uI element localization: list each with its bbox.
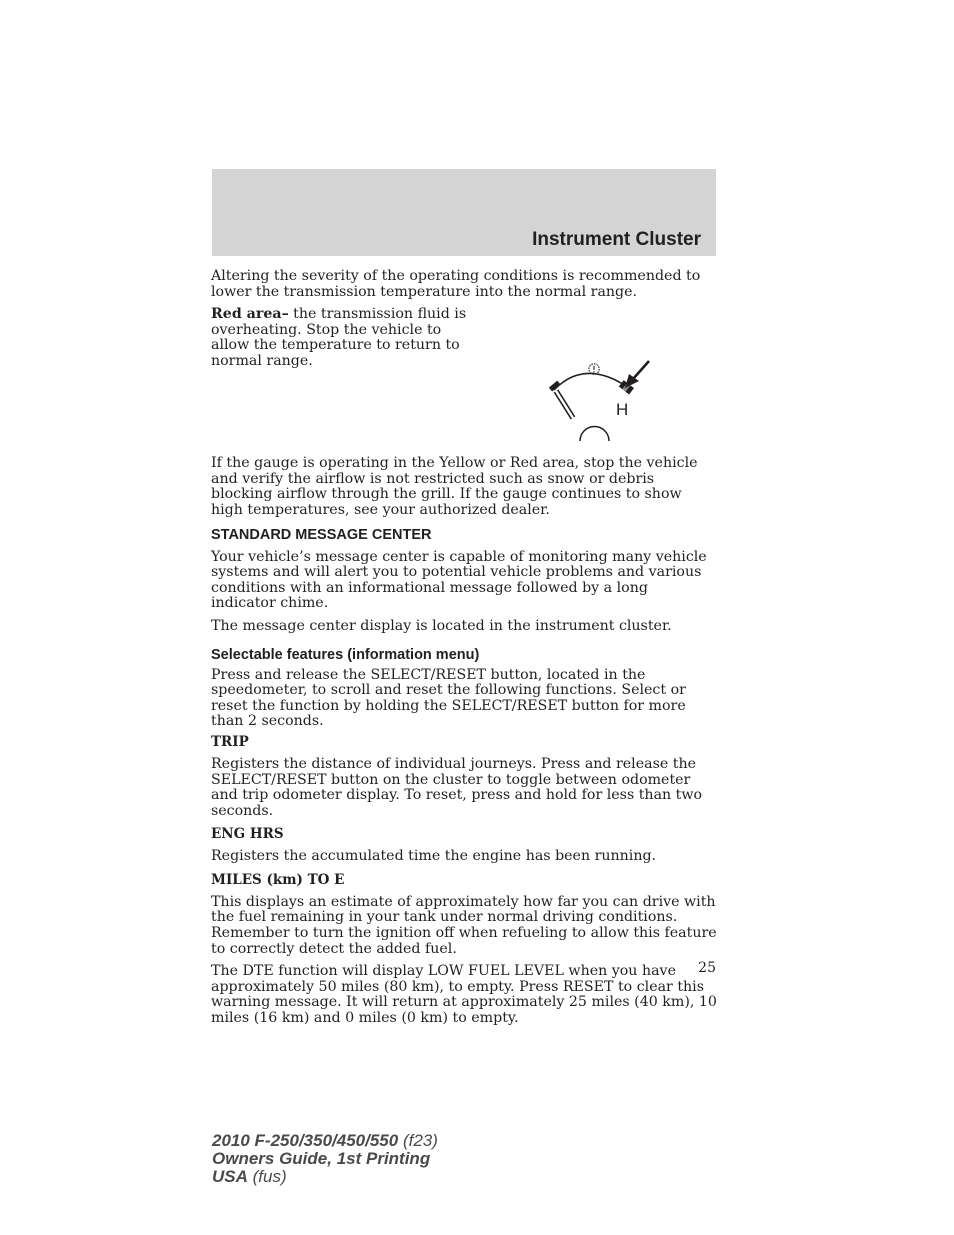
gauge-arc bbox=[554, 374, 629, 391]
footer-line-2: Owners Guide, 1st Printing bbox=[212, 1149, 431, 1168]
miles-to-e-paragraph-1: This displays an estimate of approximately how far you can drive with the fuel remaining in your tank under normal driving conditions. Remember to turn the ignition off when refueling to allow this feature to correctly detect the added fuel. bbox=[211, 893, 717, 957]
footer-market-code: (fus) bbox=[247, 1167, 287, 1186]
selectable-features-heading: Selectable features (information menu) bbox=[211, 646, 480, 663]
eng-hrs-paragraph: Registers the accumulated time the engine has been running. bbox=[211, 848, 657, 865]
footer-model-code: (f23) bbox=[398, 1131, 438, 1150]
footer-model: 2010 F-250/350/450/550 bbox=[212, 1131, 399, 1150]
message-center-paragraph-2: The message center display is located in the instrument cluster. bbox=[211, 617, 672, 634]
red-area-paragraph bbox=[211, 307, 471, 369]
footer-line-1 bbox=[212, 1132, 438, 1150]
gauge-high-label: H bbox=[616, 400, 629, 420]
intro-paragraph: Altering the severity of the operating conditions is recommended to lower the transmission temperature into the normal range. bbox=[211, 268, 701, 300]
miles-to-e-heading: MILES (km) TO E bbox=[211, 871, 345, 888]
standard-message-center-heading: STANDARD MESSAGE CENTER bbox=[211, 526, 432, 543]
after-gauge-paragraph: If the gauge is operating in the Yellow or Red area, stop the vehicle and verify the airflow is not restricted such as snow or debris blocking airflow through the grill. If the gauge continues to show high temperatures, see your authorized dealer. bbox=[211, 455, 698, 518]
page-content bbox=[211, 269, 717, 1034]
selectable-features-paragraph: Press and release the SELECT/RESET button, located in the speedometer, to scroll and reset the following functions. Select or reset the function by holding the SELECT/RESET button for more than 2 seconds. bbox=[211, 666, 686, 730]
transmission-gear-icon bbox=[589, 364, 599, 374]
red-area-text: the transmission fluid is overheating. Stop the vehicle to allow the temperature to return to normal range. bbox=[211, 306, 467, 369]
message-center-paragraph-1: Your vehicle’s message center is capable of monitoring many vehicle systems and will alert you to potential vehicle problems and various conditions with an informational message followed by a long indicator chime. bbox=[211, 548, 707, 612]
page-number: 25 bbox=[698, 960, 716, 976]
eng-hrs-heading: ENG HRS bbox=[211, 826, 284, 843]
trip-heading: TRIP bbox=[211, 733, 249, 750]
footer-market: USA bbox=[212, 1167, 248, 1186]
gauge-hub bbox=[580, 427, 609, 442]
trip-paragraph: Registers the distance of individual journeys. Press and release the SELECT/RESET button on the cluster to toggle between odometer and trip odometer display. To reset, press and hold for less than two seconds. bbox=[211, 755, 703, 819]
section-header-bar bbox=[212, 169, 716, 256]
red-area-pointer-arrow bbox=[633, 361, 649, 379]
gauge-section bbox=[211, 307, 717, 431]
section-title: Instrument Cluster bbox=[532, 229, 701, 250]
red-area-term: Red area– bbox=[211, 306, 289, 323]
miles-to-e-paragraph-2: The DTE function will display LOW FUEL LEVEL when you have approximately 50 miles (80 km), to empty. Press RESET to clear this warning message. It will return at approximately 25 miles (40 km), 10 miles (16 km) and 0 miles (0 km) to empty. bbox=[211, 963, 717, 1027]
footer-line-3 bbox=[212, 1168, 438, 1186]
document-footer bbox=[212, 1132, 438, 1186]
transmission-temperature-gauge-icon bbox=[543, 354, 663, 446]
